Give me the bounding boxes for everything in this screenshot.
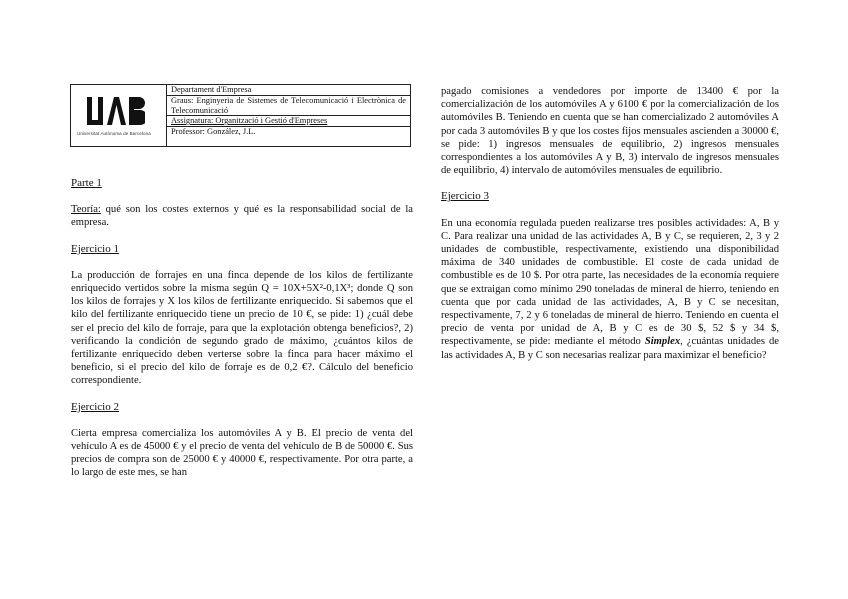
subject-cell: Assignatura: Organització i Gestió d'Empreses — [167, 116, 410, 127]
exercise-3-text — [441, 217, 779, 362]
exercise-2-continuation: pagado comisiones a vendedores por importe de 13400 € por la comercialización de los automóviles A y 6100 € por la comercialización de los automóviles B. Teniendo en cuenta que se han comercializado 2 automóviles A por cada 3 automóviles B y que los costes fijos mensuales ascienden a 30000 €, se pide: 1) ingresos mensuales de equilibrio, 2) ingresos mensuales correspondientes a los automóviles A y B, 3) intervalo de ingresos mensuales de equilibrio, 4) intervalo de automóviles mensuales de equilibrio. — [441, 86, 779, 177]
header-table — [70, 84, 411, 147]
university-logo — [71, 85, 167, 146]
exercise-1-text: La producción de forrajes en una finca depende de los kilos de fertilizante enriquecido vertidos sobre la misma según Q = 10X+5X²-0,1X³; donde Q son los kilos de forrajes y X los kilos de fertilizante enriquecido. Si sabemos que el kilo del fertilizante enriquecido tiene un precio de 10 €, se pide: 1) ¿cuál debe ser el precio del kilo de forraje, para que la explotación obtenga beneficios?, 2) verificando la condición de segundo grado de máximo, ¿cuántos kilos de fertilizante enriquecido deben verterse sobre la finca para hacer máximo el beneficio, si el precio del kilo de forraje es de 0,2 €?. Cálculo del beneficio correspondiente. — [71, 269, 413, 387]
right-column — [441, 85, 779, 362]
exercise-3-title: Ejercicio 3 — [441, 190, 489, 203]
theory-label: Teoría: — [71, 204, 101, 216]
exercise-2-title: Ejercicio 2 — [71, 400, 119, 413]
exercise-3-text-part2: , ¿cuántas unidades de las actividades A, B y C son necesarias realizar para maximizar el beneficio? — [441, 336, 779, 361]
professor-cell: Professor: González, J.L. — [171, 127, 256, 137]
exercise-2-text: Cierta empresa comercializa los automóviles A y B. El precio de venta del vehículo A es de 45000 € y el precio de venta del vehículo de B de 50000 €. Sus precios de compra son de 25000 € y 40000 €, respectivamente. Por otra parte, a lo largo de este mes, se han — [71, 427, 413, 479]
uab-logo-icon — [85, 93, 145, 131]
exercise-3-text-part1: En una economía regulada pueden realizarse tres posibles actividades: A, B y C. Para realizar una unidad de las actividades A, B y C, se requieren, 2, 3 y 2 unidades de combustible, respectivamente, existiendo una disponibilidad máxima de 340 unidades de combustible. El coste de cada unidad de combustible es de 10 $. Por otra parte, las necesidades de la economía requiere que se extraigan como mínimo 290 toneladas de mineral de hierro, teniendo en cuenta que por cada unidad de las actividades, A, B y C se necesitan, respectivamente, 7, 2 y 6 toneladas de mineral de hierro. Teniendo en cuenta el precio de venta por unidad de A, B y C es de 30 $, 52 $ y 34 $, respectivamente, se pide: mediante el método — [441, 217, 779, 348]
simplex-method: Simplex — [644, 336, 681, 348]
theory-text: qué son los costes externos y qué es la responsabilidad social de la empresa. — [71, 204, 413, 229]
logo-caption: Universitat Autònoma de Barcelona — [77, 131, 151, 136]
part-title: Parte 1 — [71, 177, 102, 189]
left-column — [71, 177, 413, 480]
department-cell: Departament d'Empresa — [167, 85, 410, 96]
exercise-1-title: Ejercicio 1 — [71, 242, 119, 255]
studies-cell: Graus: Enginyeria de Sistemes de Telecomunicació i Electrònica de Telecomunicació — [167, 96, 410, 116]
theory-paragraph — [71, 203, 413, 229]
